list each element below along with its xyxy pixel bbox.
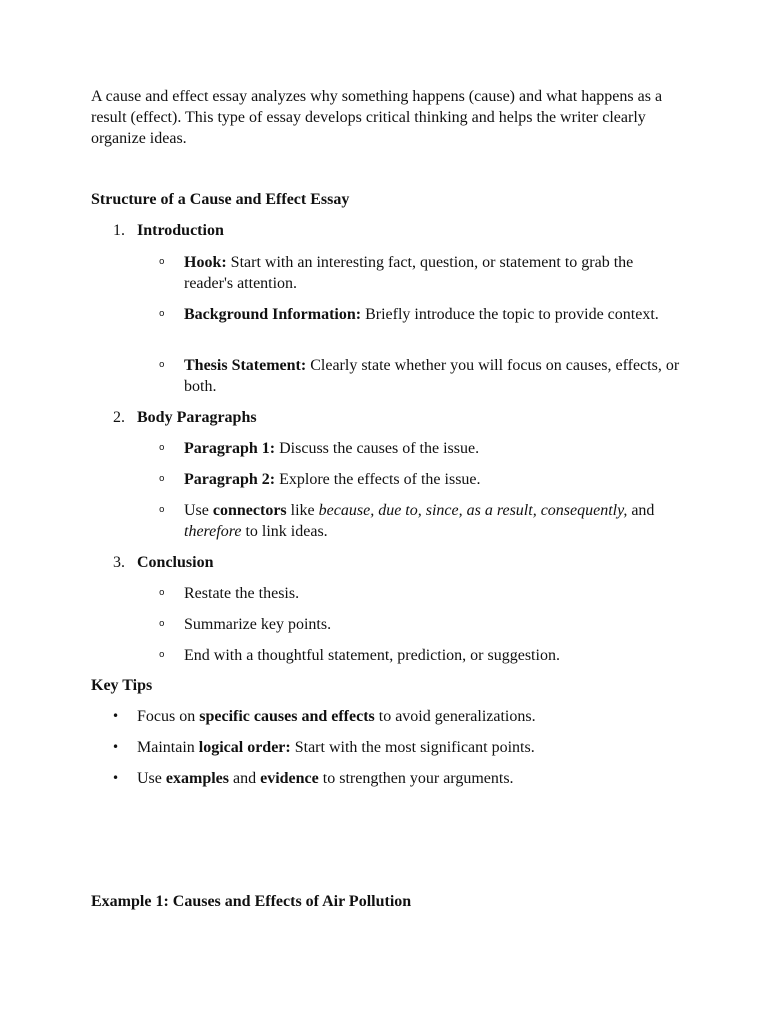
tip-item-specific [112,706,697,727]
tip-item-examples [112,768,697,789]
list-item-restate [159,583,684,604]
section-conclusion [113,552,213,573]
item-bold: Paragraph 2: [184,471,276,488]
item-text: Discuss the causes of the issue. [275,440,480,457]
tip-text-pre: Maintain [137,739,199,756]
list-item-paragraph-1 [159,438,684,459]
list-item-summarize [159,614,684,635]
tip-bold: logical order: [198,739,291,756]
tip-text-pre: Focus on [137,708,200,725]
structure-heading: Structure of a Cause and Effect Essay [91,191,350,208]
item-text: Start with an interesting fact, question, or statement to grab the reader's attention. [184,254,634,292]
item-bold: Thesis Statement: [184,357,307,374]
key-tips-heading: Key Tips [91,677,153,694]
circle-bullet-icon: o [159,474,165,484]
circle-bullet-icon: o [159,650,165,660]
intro-paragraph: A cause and effect essay analyzes why something happens (cause) and what happens as a result (effect). This type of essay develops critical thinking and helps the writer clearly organize ideas. [91,88,663,147]
list-item-paragraph-2 [159,469,684,490]
circle-bullet-icon: o [159,360,165,370]
section-body-paragraphs [113,407,257,428]
item-italic-connectors: because, due to, since, as a result, consequently, [318,502,628,519]
tip-text-post: Start with the most significant points. [290,739,535,756]
item-text-mid: like [286,502,319,519]
circle-bullet-icon: o [159,443,165,453]
section-introduction [113,220,224,241]
list-item-connectors [159,500,684,542]
bullet-dot-icon: • [112,740,120,754]
circle-bullet-icon: o [159,505,165,515]
item-text: Explore the effects of the issue. [275,471,481,488]
tip-bold-evidence: evidence [260,770,319,787]
item-bold: connectors [212,502,287,519]
circle-bullet-icon: o [159,619,165,629]
item-bold: Paragraph 1: [184,440,276,457]
tip-text-post: to strengthen your arguments. [318,770,514,787]
list-item-hook [159,252,684,294]
example-heading: Example 1: Causes and Effects of Air Pollution [91,893,412,910]
section-number: 3. [113,554,125,571]
item-text-post: to link ideas. [241,523,328,540]
section-title: Body Paragraphs [137,409,257,426]
bullet-dot-icon: • [112,771,120,785]
item-text: Summarize key points. [184,616,332,633]
tip-item-logical [112,737,697,758]
tip-bold: specific causes and effects [199,708,375,725]
tip-text-pre: Use [137,770,166,787]
item-text: Clearly state whether you will focus on causes, effects, or both. [184,357,680,395]
item-text: Briefly introduce the topic to provide context. [361,306,659,323]
item-bold: Hook: [184,254,227,271]
list-item-end [159,645,684,666]
section-title: Conclusion [137,554,214,571]
item-text: End with a thoughtful statement, prediction, or suggestion. [184,647,560,664]
item-text-mid2: and [627,502,655,519]
list-item-thesis [159,355,684,397]
item-text: Restate the thesis. [184,585,300,602]
tip-text-post: to avoid generalizations. [374,708,536,725]
circle-bullet-icon: o [159,257,165,267]
section-number: 1. [113,222,125,239]
section-title: Introduction [137,222,224,239]
list-item-background [159,304,684,325]
section-number: 2. [113,409,125,426]
circle-bullet-icon: o [159,588,165,598]
item-text-pre: Use [184,502,213,519]
item-bold: Background Information: [184,306,362,323]
tip-bold-examples: examples [165,770,229,787]
bullet-dot-icon: • [112,709,120,723]
item-italic-therefore: therefore [184,523,242,540]
tip-text-mid: and [229,770,261,787]
circle-bullet-icon: o [159,309,165,319]
